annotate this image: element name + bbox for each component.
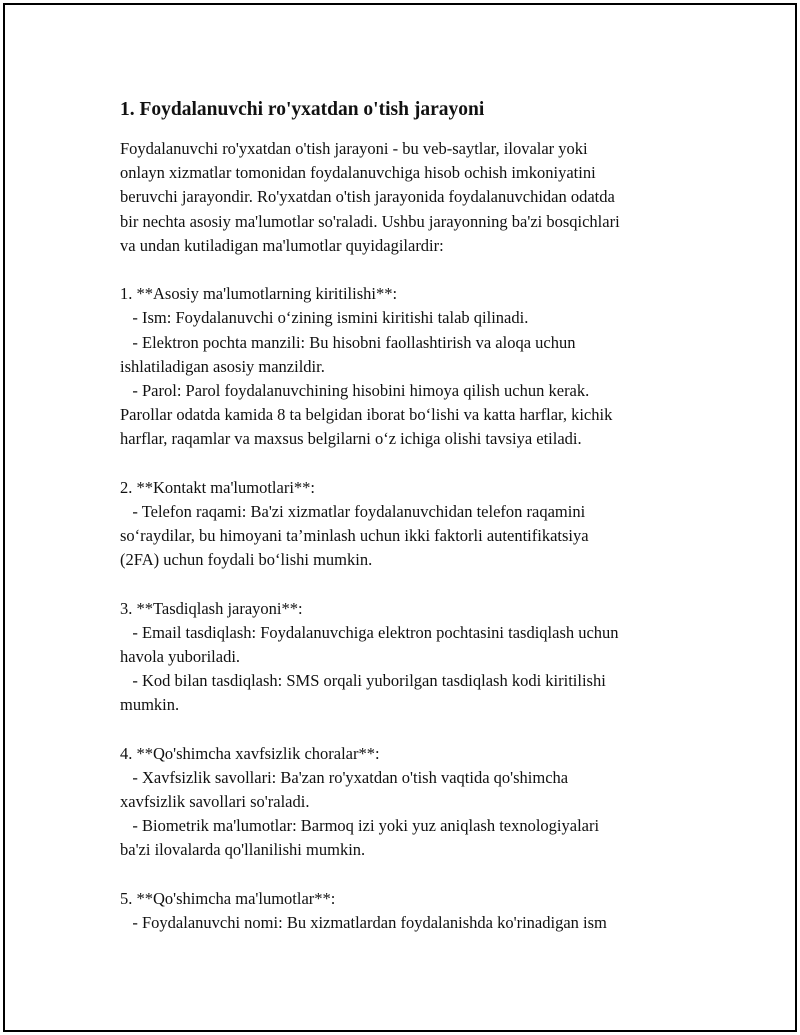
section-line: mumkin. bbox=[120, 695, 180, 715]
paragraph-spacer bbox=[120, 572, 685, 596]
section-basic-info bbox=[120, 282, 685, 451]
section-line: (2FA) uchun foydali bo‘lishi mumkin. bbox=[120, 550, 373, 570]
section-line: harflar, raqamlar va maxsus belgilarni o‘z ichiga olishi tavsiya etiladi. bbox=[120, 429, 582, 449]
section-line: - Telefon raqami: Ba'zi xizmatlar foydalanuvchidan telefon raqamini bbox=[120, 501, 586, 521]
intro-line: bir nechta asosiy ma'lumotlar so'raladi. Ushbu jarayonning ba'zi bosqichlari bbox=[120, 211, 620, 231]
section-additional-info bbox=[120, 887, 685, 935]
page-frame bbox=[3, 3, 797, 1032]
section-line: havola yuboriladi. bbox=[120, 646, 241, 666]
intro-line: beruvchi jarayondir. Ro'yxatdan o'tish jarayonida foydalanuvchidan odatda bbox=[120, 187, 615, 207]
section-heading: 3. **Tasdiqlash jarayoni**: bbox=[120, 598, 303, 618]
section-line: - Parol: Parol foydalanuvchining hisobini himoya qilish uchun kerak. bbox=[120, 380, 590, 400]
section-line: - Elektron pochta manzili: Bu hisobni faollashtirish va aloqa uchun bbox=[120, 332, 576, 352]
section-heading: 5. **Qo'shimcha ma'lumotlar**: bbox=[120, 888, 336, 908]
section-verification bbox=[120, 597, 685, 718]
section-line: ba'zi ilovalarda qo'llanilishi mumkin. bbox=[120, 840, 366, 860]
section-line: xavfsizlik savollari so'raladi. bbox=[120, 792, 310, 812]
section-heading: 1. **Asosiy ma'lumotlarning kiritilishi**: bbox=[120, 284, 398, 304]
section-heading: 4. **Qo'shimcha xavfsizlik choralar**: bbox=[120, 743, 380, 763]
section-line: so‘raydilar, bu himoyani ta’minlash uchun ikki faktorli autentifikatsiya bbox=[120, 526, 589, 545]
paragraph-spacer bbox=[120, 718, 685, 742]
document-title: 1. Foydalanuvchi ro'yxatdan o'tish jarayoni bbox=[120, 99, 485, 120]
section-security bbox=[120, 742, 685, 863]
section-heading: 2. **Kontakt ma'lumotlari**: bbox=[120, 477, 315, 497]
section-line: Parollar odatda kamida 8 ta belgidan iborat bo‘lishi va katta harflar, kichik bbox=[120, 405, 613, 425]
document-body bbox=[120, 97, 685, 935]
section-line: - Xavfsizlik savollari: Ba'zan ro'yxatdan o'tish vaqtida qo'shimcha bbox=[120, 767, 569, 787]
section-contact-info bbox=[120, 476, 685, 573]
section-line: - Ism: Foydalanuvchi o‘zining ismini kiritishi talab qilinadi. bbox=[120, 308, 529, 328]
intro-line: va undan kutiladigan ma'lumotlar quyidagilardir: bbox=[120, 235, 444, 255]
paragraph-spacer bbox=[120, 863, 685, 887]
intro-line: onlayn xizmatlar tomonidan foydalanuvchiga hisob ochish imkoniyatini bbox=[120, 163, 596, 183]
section-line: - Kod bilan tasdiqlash: SMS orqali yuborilgan tasdiqlash kodi kiritilishi bbox=[120, 671, 606, 691]
section-line: ishlatiladigan asosiy manzildir. bbox=[120, 356, 325, 376]
intro-paragraph bbox=[120, 137, 685, 258]
paragraph-spacer bbox=[120, 451, 685, 475]
paragraph-spacer bbox=[120, 258, 685, 282]
section-line: - Biometrik ma'lumotlar: Barmoq izi yoki yuz aniqlash texnologiyalari bbox=[120, 816, 600, 836]
section-line: - Email tasdiqlash: Foydalanuvchiga elektron pochtasini tasdiqlash uchun bbox=[120, 622, 619, 642]
intro-line: Foydalanuvchi ro'yxatdan o'tish jarayoni - bu veb-saytlar, ilovalar yoki bbox=[120, 139, 588, 158]
section-line: - Foydalanuvchi nomi: Bu xizmatlardan foydalanishda ko'rinadigan ism bbox=[120, 913, 607, 932]
